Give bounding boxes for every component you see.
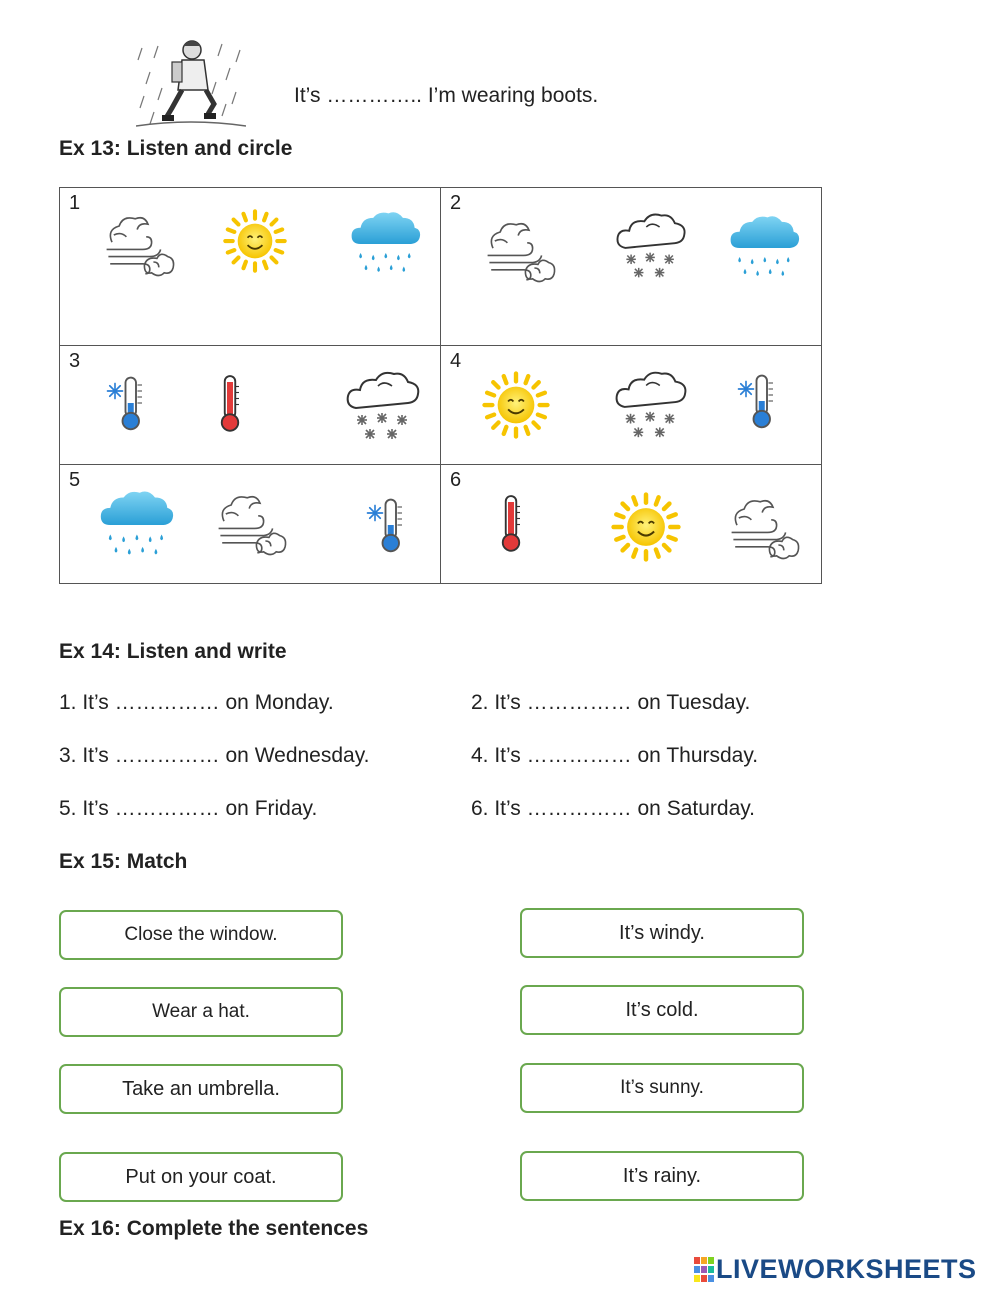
cold-thermometer-icon[interactable] [100,366,160,440]
liveworksheets-logo [694,1254,977,1285]
match-right-cold[interactable]: It’s cold. [520,985,804,1035]
ex14-blank-6[interactable]: …………… [526,797,632,820]
ex14-item-prefix: 1. It’s [59,691,109,714]
top-sentence-suffix: I’m wearing boots. [427,84,599,107]
ex14-item-prefix: 2. It’s [471,691,521,714]
rainy-icon[interactable] [96,487,174,563]
ex13-cell-2 [441,188,822,346]
ex14-item-suffix: on Wednesday. [225,744,370,767]
ex13-cell-number: 4 [450,350,462,372]
match-left-wear-hat[interactable]: Wear a hat. [59,987,343,1037]
sunny-icon[interactable] [218,208,292,274]
ex13-cell-4 [441,346,822,465]
ex13-grid [59,187,822,584]
match-left-put-on-coat[interactable]: Put on your coat. [59,1152,343,1202]
match-right-windy[interactable]: It’s windy. [520,908,804,958]
ex14-item-prefix: 6. It’s [471,797,521,820]
ex13-cell-number: 1 [69,192,81,214]
ex14-item-prefix: 4. It’s [471,744,521,767]
sunny-icon[interactable] [607,491,685,563]
top-sentence-blank[interactable]: ………….. [326,84,422,107]
ex13-cell-number: 5 [69,469,81,491]
cold-thermometer-icon[interactable] [360,485,420,565]
ex13-cell-number: 3 [69,350,81,372]
ex14-blank-4[interactable]: …………… [526,744,632,767]
top-sentence [294,84,598,108]
windy-icon[interactable] [481,214,559,286]
ex14-heading: Ex 14: Listen and write [59,640,287,663]
ex14-item-4 [471,744,758,768]
ex13-cell-1 [60,188,441,346]
ex16-heading: Ex 16: Complete the sentences [59,1217,369,1240]
windy-icon[interactable] [723,491,805,563]
ex13-cell-number: 6 [450,469,462,491]
rainy-icon[interactable] [346,208,422,280]
ex15-heading: Ex 15: Match [59,850,188,873]
ex14-blank-1[interactable]: …………… [114,691,220,714]
ex14-item-suffix: on Saturday. [637,797,756,820]
ex14-blank-5[interactable]: …………… [114,797,220,820]
ex14-item-suffix: on Friday. [225,797,318,820]
rainy-icon[interactable] [725,212,801,284]
hot-thermometer-icon[interactable] [200,358,260,448]
cold-thermometer-icon[interactable] [731,362,791,440]
ex14-item-suffix: on Tuesday. [637,691,751,714]
top-sentence-prefix: It’s [294,84,321,107]
ex13-cell-3 [60,346,441,465]
sunny-icon[interactable] [479,370,553,440]
ex14-item-1 [59,691,334,715]
ex14-item-prefix: 3. It’s [59,744,109,767]
ex13-cell-number: 2 [450,192,462,214]
ex14-item-suffix: on Thursday. [637,744,759,767]
liveworksheets-logo-text: LIVEWORKSHEETS [716,1254,977,1284]
match-right-rainy[interactable]: It’s rainy. [520,1151,804,1201]
match-left-close-window[interactable]: Close the window. [59,910,343,960]
snowy-icon[interactable] [613,366,691,444]
ex14-item-3 [59,744,370,768]
match-right-sunny[interactable]: It’s sunny. [520,1063,804,1113]
ex13-cell-5 [60,465,441,584]
ex14-blank-2[interactable]: …………… [526,691,632,714]
ex13-heading: Ex 13: Listen and circle [59,137,293,160]
liveworksheets-logo-icon [694,1257,716,1283]
snowy-icon[interactable] [344,366,424,446]
ex14-item-suffix: on Monday. [225,691,334,714]
ex14-item-5 [59,797,317,821]
ex13-cell-6 [441,465,822,584]
ex14-item-6 [471,797,755,821]
match-left-take-umbrella[interactable]: Take an umbrella. [59,1064,343,1114]
boy-in-rain-illustration [136,38,246,130]
windy-icon[interactable] [100,208,178,280]
snowy-icon[interactable] [613,208,691,284]
windy-icon[interactable] [212,487,290,559]
ex14-item-prefix: 5. It’s [59,797,109,820]
hot-thermometer-icon[interactable] [481,477,541,569]
ex14-blank-3[interactable]: …………… [114,744,220,767]
ex14-item-2 [471,691,750,715]
